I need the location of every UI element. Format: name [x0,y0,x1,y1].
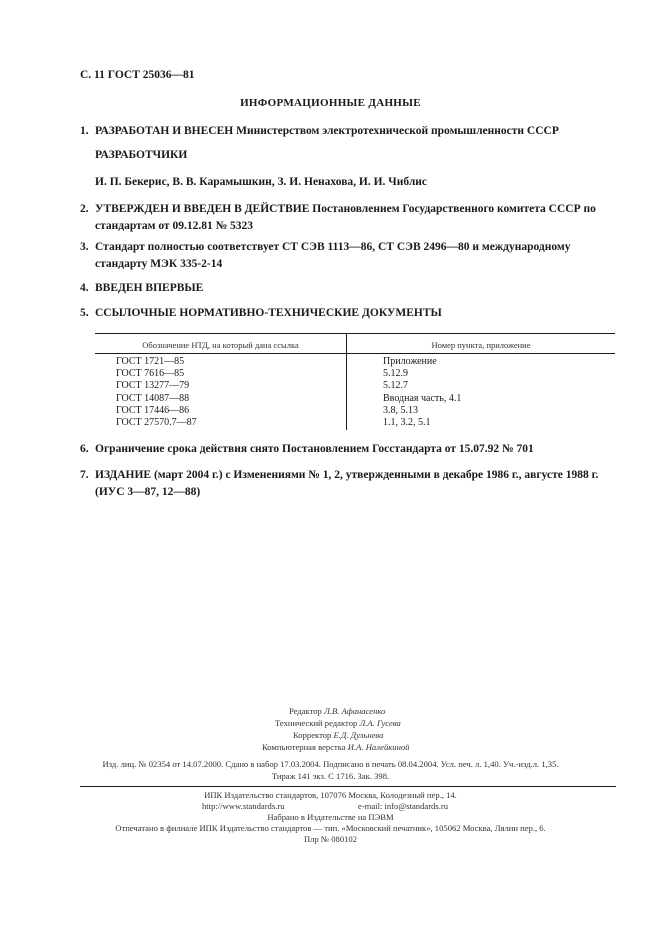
item-number: 6. [80,443,89,455]
table-cell: 1.1, 3.2, 5.1 [383,417,431,429]
table-cell: 5.12.7 [383,380,408,392]
item-lead: РАЗРАБОТАН И ВНЕСЕН [95,125,234,137]
item-number: 2. [80,203,89,215]
item-1 [80,123,616,140]
credit-role: Корректор [293,730,332,740]
credit-name: И.А. Налейкиной [347,742,410,752]
section-title: ИНФОРМАЦИОННЫЕ ДАННЫЕ [240,97,421,109]
table-header-cell: Номер пункта, приложение [431,340,531,350]
item-lead: ИЗДАНИЕ [95,469,152,481]
table-header-rule [95,353,615,354]
item-lead: УТВЕРЖДЕН И ВВЕДЕН В ДЕЙСТВИЕ [95,203,310,215]
credit-role: Компьютерная верстка [262,742,346,752]
item-4 [80,280,616,297]
item-text: Ограничение срока действия снято Постановлением Госстандарта от 15.07.92 № 701 [95,443,534,455]
item-number: 5. [80,307,89,319]
table-cell: 5.12.9 [383,368,408,380]
table-cell: ГОСТ 17446—86 [116,404,190,416]
table-cell: 3.8, 5.13 [383,404,418,416]
item-5 [80,305,616,322]
table-cell: ГОСТ 14087—88 [116,392,190,404]
footer-divider [80,786,616,787]
item-number: 7. [80,469,89,481]
typesetting-note: Набрано в Издательстве на ПЭВМ [267,812,394,822]
credit-name: Л.В. Афанасенко [324,706,386,716]
item-text: Стандарт полностью соответствует СТ СЭВ 1113—86, СТ СЭВ 2496—80 и международному стандарту МЭК 335-2-14 [95,241,571,270]
item-text: ССЫЛОЧНЫЕ НОРМАТИВНО-ТЕХНИЧЕСКИЕ ДОКУМЕНТЫ [95,307,442,319]
table-cell: ГОСТ 13277—79 [116,380,190,392]
item-number: 1. [80,125,89,137]
item-3 [80,239,616,273]
page-header: С. 11 ГОСТ 25036—81 [80,69,195,81]
printing-note: Отпечатано в филиале ИПК Издательство стандартов — тип. «Московский печатник», 105062 Москва, Лялин пер., 6. [115,823,546,833]
table-cell: Приложение [383,356,437,367]
developers-names: И. П. Бекерис, В. В. Карамышкин, З. И. Ненахова, И. И. Чиблис [95,176,428,188]
credit-name: Л.А. Гусева [359,718,401,728]
item-2 [80,201,616,235]
print-info-line: Изд. лиц. № 02354 от 14.07.2000. Сдано в набор 17.03.2004. Подписано в печать 08.04.2004. Усл. печ. л. 1,40. Уч.-изд.л. 1,35. [102,759,559,769]
credits-block [230,705,490,753]
table-cell: ГОСТ 7616—85 [116,368,185,380]
table-column-right [383,356,461,429]
developers-label: РАЗРАБОТЧИКИ [95,149,188,161]
license-number: Плр № 080102 [303,834,358,844]
item-6 [80,441,616,458]
item-text: Постановлением Государственного комитета СССР по стандартам от 09.12.81 № 5323 [95,203,596,232]
item-text: ВВЕДЕН ВПЕРВЫЕ [95,282,204,294]
item-number: 4. [80,282,89,294]
table-top-rule [95,333,615,334]
publisher-email[interactable]: e-mail: info@standards.ru [358,801,449,811]
credit-name: Е.Д. Дульнева [333,730,384,740]
item-text: Министерством электротехнической промышленности СССР [233,125,559,137]
table-cell: ГОСТ 1721—85 [116,356,185,367]
print-info-line: Тираж 141 экз. С 1716. Зак. 398. [271,771,390,781]
credit-role: Технический редактор [275,718,358,728]
table-cell: Вводная часть, 4.1 [383,392,462,404]
table-cell: ГОСТ 27570.7—87 [116,417,197,429]
credit-role: Редактор [289,706,322,716]
item-number: 3. [80,241,89,253]
table-column-left [116,356,197,429]
item-text: (март 2004 г.) с Изменениями № 1, 2, утвержденными в декабре 1986 г., августе 1988 г. (ИУС 3—87, 12—88) [95,469,599,498]
publisher-address: ИПК Издательство стандартов, 107076 Москва, Колодезный пер., 14. [204,790,457,800]
table-header-cell: Обозначение НТД, на который дана ссылка [142,340,299,350]
item-7 [80,467,616,501]
publisher-website[interactable]: http://www.standards.ru [202,801,285,811]
